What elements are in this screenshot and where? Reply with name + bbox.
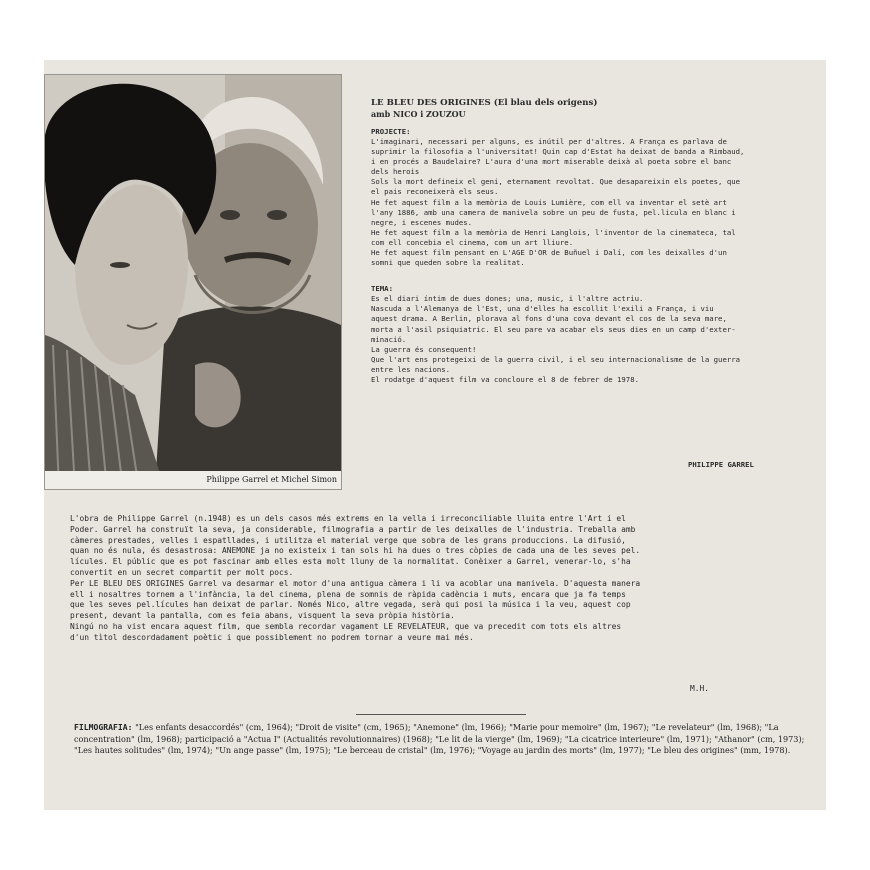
text-line: Nascuda a l'Alemanya de l'Est, una d'elles ha escollit l'exili a França, i viu [371,304,714,314]
text-line: lícules. El públic que es pot fascinar amb elles esta molt lluny de la normalitat. Conèixer a Garrel, venerar-lo, s'ha [70,557,631,567]
author-signature: PHILIPPE GARREL [688,460,754,469]
projecte-label: PROJECTE: [371,127,411,136]
text-line: present, devant la pantalla, com es feia abans, visquent la seva pròpia història. [70,611,455,621]
film-title: LE BLEU DES ORIGINES (El blau dels origens) [371,98,598,108]
text-line: Ningú no ha vist encara aquest film, que sembla recordar vagament LE REVELATEUR, que va precedit com tots els altres [70,621,622,631]
tema-label: TEMA: [371,284,393,294]
text-line: Poder. Garrel ha construït la seva, ja considerable, filmografia a partir de les deixalles de l'industria. Treballa amb [70,524,636,534]
text-line: L'obra de Philippe Garrel (n.1948) es un dels casos més extrems en la vella i irreconciliable lluita entre l'Art i el [70,514,626,523]
text-line: i en procés a Baudelaire? L'aura d'una mort miserable deixà al poeta sobre el banc [371,157,732,167]
text-line: l'any 1886, amb una camera de manivela sobre un peu de fusta, pel.licula en blanc i [371,207,736,217]
photo-caption: Philippe Garrel et Michel Simon [45,471,341,489]
text-line: càmeres prestades, velles i espatllades, i utilitza el material verge que sobra de les grans produccions. La difusió, [70,535,626,545]
filmography-text: "Les enfants desaccordés" (cm, 1964); "Droit de visite" (cm, 1965); "Anemone" (lm, 1966); "Marie pour memoire" (lm, 1967); "Le revelateur" (lm, 1968); "La concentration" (lm, 1968); participació a "Actua I" (Actualités revolutionnaires) (1968); "Le lit de la vierge" (lm, 1969); "La cicatrice interieure" (lm, 1971); "Athanor" (cm, 1973); "Les hautes solitudes" (lm, 1974); "Un ange passe" (lm, 1975); "Le berceau de cristal" (lm, 1976); "Voyage au jardin des morts" (lm, 1977); "Le bleu des origines" (mm, 1978). [74,722,805,756]
text-line: morta a l'asil psiquiatric. El seu pare va acabar els seus dies en un camp d'exter- [371,324,736,334]
divider [356,714,526,715]
film-notes [371,98,816,385]
commentary [70,514,818,644]
filmography [74,722,814,757]
text-line: negre, i escenes mudes. [371,217,473,227]
text-line: el pais reconeixerà els seus. [371,187,499,197]
commentary-initials: M.H. [690,684,710,693]
text-line: aquest drama. A Berlin, plorava al fons d'una cova devant el cos de la seva mare, [371,314,727,324]
text-line: Que l'art ens protegeixi de la guerra civil, i el seu internacionalisme de la guerra [371,354,741,364]
text-line: que les seves pel.lícules han deixat de parlar. Només Nico, altre vegada, serà qui posi la música i la veu, aquest cop [70,600,631,610]
text-line: entre les nacions. [371,364,451,374]
text-line: somni que queden sobre la realitat. [371,258,525,268]
text-line: com ell concebia el cinema, com un art lliure. [371,237,574,247]
text-line: Es el diari íntim de dues dones; una, music, i l'altre actriu. [371,294,644,304]
text-line: He fet aquest film pensant en L'AGE D'OR de Buñuel i Dalí, com les deixalles d'un [371,248,727,258]
photo-illustration [45,75,341,489]
filmography-label: FILMOGRAFIA: [74,722,133,732]
press-photo [44,74,342,490]
text-line: suprimir la filosofia a l'universitat! Quin cap d'Estat ha deixat de banda a Rimbaud, [371,147,745,157]
text-line: ell i nosaltres tornem a l'infància, la del cinema, plena de somnis de ràpida cadència i muts, encara que ja fa temps [70,589,626,599]
projecte-text [371,137,816,268]
document-sheet [44,60,826,810]
film-cast: amb NICO i ZOUZOU [371,109,466,119]
text-line: Sols la mort defineix el geni, eternament revoltat. Que desapareixin els poetes, que [371,177,741,187]
tema-text [371,294,816,385]
text-line: quan no és nula, és desastrosa: ANEMONE ja no existeix i tan sols hi ha dues o tres còpies de cada una de les seves pel. [70,546,641,556]
text-line: La guerra és consequent! [371,344,477,354]
text-line: He fet aquest film a la memòria de Louis Lumière, com ell va inventar el setè art [371,197,727,207]
text-line: d'un tìtol descordadament poètic i que possiblement no podrem tornar a veure mai més. [70,632,474,642]
text-line: dels herois [371,167,420,177]
text-line: El rodatge d'aquest film va concloure el 8 de febrer de 1978. [371,374,639,384]
text-line: minació. [371,334,407,344]
text-line: L'imaginari, necessari per alguns, es inútil per d'altres. A França es parlava de [371,137,727,146]
text-line: He fet aquest film a la memòria de Henri Langlois, l'inventor de la cinemateca, tal [371,227,736,237]
text-line: convertit en un secret compartit per molt pocs. [70,567,294,577]
text-line: Per LE BLEU DES ORIGINES Garrel va desarmar el motor d'una antigua càmera i li va acoblar una manivela. D'aquesta manera [70,578,641,588]
